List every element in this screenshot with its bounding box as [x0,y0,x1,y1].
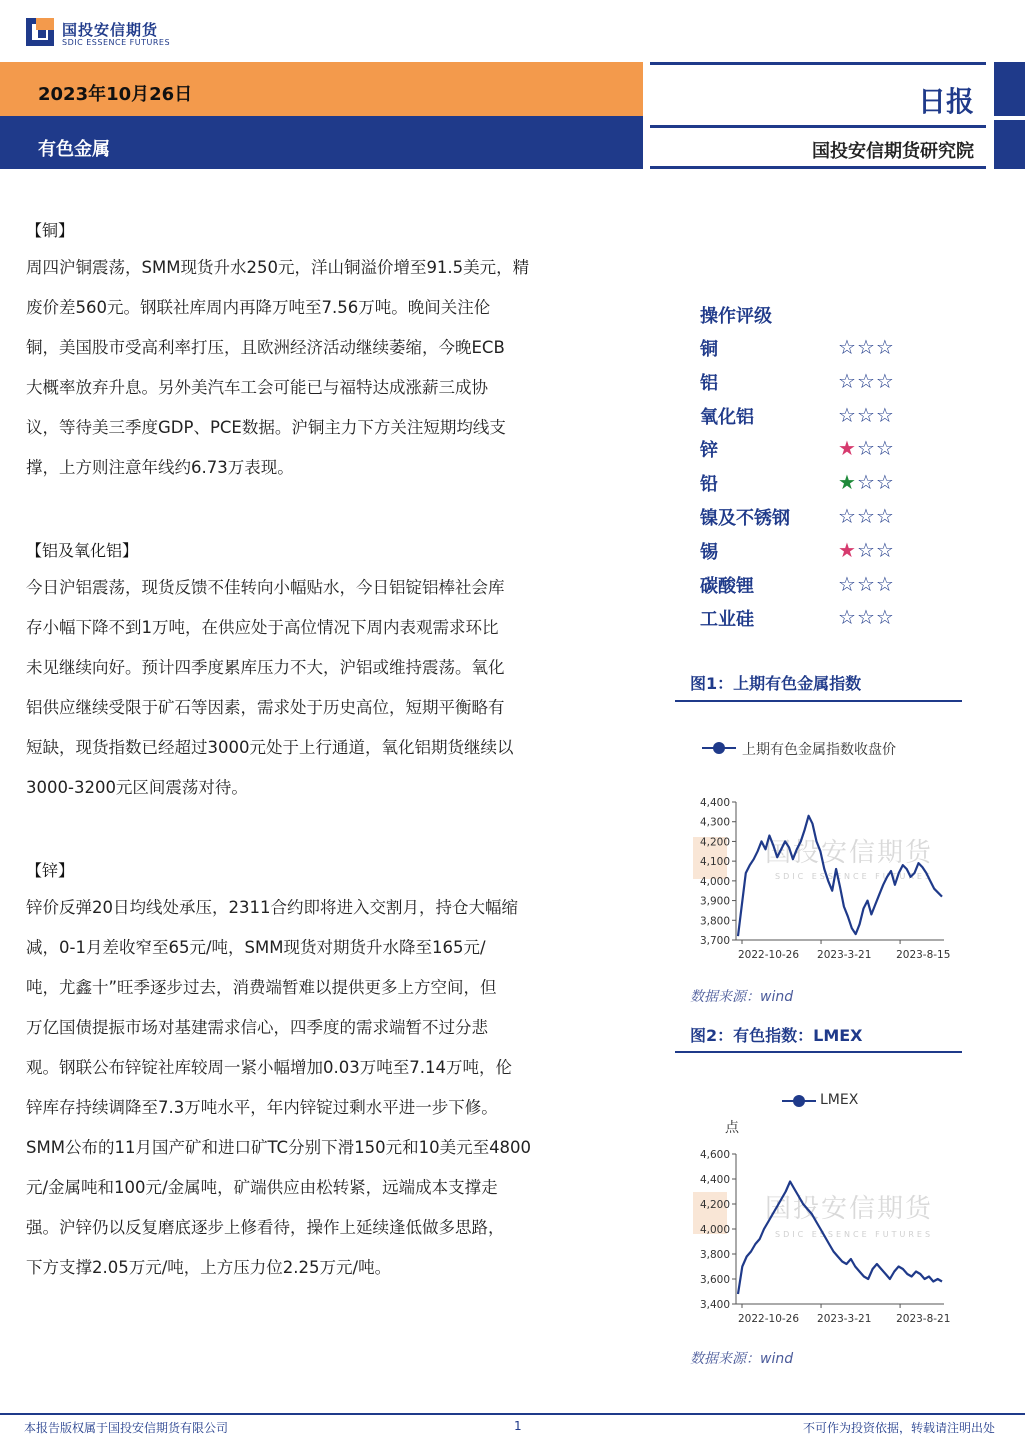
x-tick-label: 2023-8-15 [896,949,951,961]
text-line: 大概率放弃升息。另外美汽车工会可能已与福特达成涨薪三成协 [26,378,488,397]
star-outline-icon: ☆ [875,470,895,495]
y-tick-label: 4,200 [699,1199,730,1211]
star-outline-icon: ☆ [856,470,876,495]
rating-metal-name: 铜 [700,339,718,360]
figure-1-legend [700,737,960,759]
series-line [738,1182,942,1295]
legend-label: 上期有色金属指数收盘价 [742,742,896,758]
star-outline-icon: ☆ [856,537,876,562]
company-logo-mark [26,18,54,46]
star-outline-icon: ☆ [838,368,857,393]
star-outline-icon: ☆ [875,335,895,359]
rating-row [700,605,915,639]
star-filled-icon: ★ [838,470,857,495]
copper-heading: 【铜】 [26,221,75,240]
copper-paragraph [26,248,611,488]
legend-marker [700,737,740,759]
text-line: 下方支撑2.05万元/吨，上方压力位2.25万元/吨。 [26,1258,392,1277]
star-outline-icon: ☆ [856,605,876,630]
star-outline-icon: ☆ [856,335,876,359]
rating-metal-name: 铝 [700,372,718,394]
page-number: 1 [514,1419,522,1433]
text-line: 吨，尤鑫十”旺季逐步过去，消费端暂难以提供更多上方空间，但 [26,978,497,997]
text-line: 锌库存持续调降至7.3万吨水平，年内锌锭过剩水平进一步下修。 [26,1098,498,1117]
y-tick-label: 3,600 [699,1274,730,1286]
rating-row [700,403,915,437]
footer-rule [0,1413,1025,1415]
star-outline-icon: ☆ [875,605,895,630]
series-line [738,816,942,936]
star-outline-icon: ☆ [875,436,895,461]
y-tick-label: 4,600 [699,1149,730,1161]
rating-stars [838,436,895,460]
text-line: 议，等待美三季度GDP、PCE数据。沪铜主力下方关注短期均线支 [26,418,506,437]
figure-2-rule [675,1051,962,1053]
watermark-text: 国投安信期货 [765,1194,934,1224]
rating-metal-name: 镍及不锈钢 [700,508,790,529]
star-outline-icon: ☆ [875,571,895,596]
rating-row [700,538,915,572]
zinc-paragraph [26,888,611,1288]
y-tick-label: 4,000 [699,1224,730,1236]
x-tick-label: 2022-10-26 [738,1313,800,1325]
rating-row [700,436,915,470]
legend-label: LMEX [820,1092,859,1108]
rating-metal-name: 工业硅 [700,609,754,631]
figure-1-chart [690,790,955,970]
rating-row [700,572,915,606]
footer-disclaimer: 不可作为投资依据，转载请注明出处 [802,1421,995,1435]
rating-stars [838,470,895,494]
figure-2-legend [780,1090,900,1112]
star-outline-icon: ☆ [838,504,857,528]
legend-marker [780,1090,820,1112]
watermark-english: SDIC ESSENCE FUTURES [775,872,934,881]
x-tick-label: 2022-10-26 [738,949,800,961]
aluminium-heading: 【铝及氧化铝】 [26,541,139,560]
y-tick-label: 4,100 [699,856,730,869]
star-filled-icon: ★ [838,537,857,562]
rating-metal-name: 锌 [700,440,718,462]
figure-2-source: 数据来源：wind [690,1351,794,1367]
header-rule-middle [650,125,986,128]
watermark-english: SDIC ESSENCE FUTURES [775,1230,934,1239]
report-type: 日报 [917,85,974,118]
y-tick-label: 3,700 [699,935,730,947]
institute-name: 国投安信期货研究院 [812,141,974,162]
footer-copyright: 本报告版权属于国投安信期货有限公司 [24,1421,229,1435]
y-tick-label: 4,000 [699,875,730,888]
rating-stars [838,335,895,359]
star-outline-icon: ☆ [838,605,857,630]
figure-1-rule [675,700,962,702]
rating-metal-name: 氧化铝 [700,406,754,428]
star-outline-icon: ☆ [875,368,895,393]
y-tick-label: 4,200 [699,836,730,849]
text-line: 撑，上方则注意年线约6.73万表现。 [26,458,294,477]
rating-stars [838,605,895,629]
rating-stars [838,369,895,393]
x-tick-label: 2023-8-21 [896,1313,951,1325]
text-line: 今日沪铝震荡，现货反馈不佳转向小幅贴水，今日铝锭铝棒社会库 [26,578,505,597]
star-outline-icon: ☆ [856,402,876,427]
star-outline-icon: ☆ [875,504,895,528]
figure-1-source: 数据来源：wind [690,989,794,1005]
text-line: 铜，美国股市受高利率打压，且欧洲经济活动继续萎缩，今晚ECB [26,338,505,357]
rating-row [700,335,915,369]
rating-stars [838,572,895,596]
text-line: 3000-3200元区间震荡对待。 [26,778,248,797]
company-logo-name: 国投安信期货 [62,21,159,39]
text-line: 元/金属吨和100元/金属吨，矿端供应由松转紧，远端成本支撑走 [26,1178,498,1197]
star-outline-icon: ☆ [875,402,895,427]
y-tick-label: 3,400 [699,1299,730,1311]
rating-title: 操作评级 [700,306,772,327]
star-outline-icon: ☆ [875,537,895,562]
text-line: 未见继续向好。预计四季度累库压力不大，沪铝或维持震荡。氧化 [26,658,505,677]
star-outline-icon: ☆ [838,402,857,427]
rating-metal-name: 碳酸锂 [700,575,754,597]
figure-2-chart [690,1140,955,1330]
text-line: 短缺，现货指数已经超过3000元处于上行通道，氧化铝期货继续以 [26,738,514,757]
corner-block-bottom [994,120,1025,169]
rating-stars [838,403,895,427]
text-line: 存小幅下降不到1万吨，在供应处于高位情况下周内表观需求环比 [26,618,499,637]
text-line: 铝供应继续受限于矿石等因素，需求处于历史高位，短期平衡略有 [26,698,505,717]
figure-2-title: 图2：有色指数：LMEX [690,1026,863,1045]
star-outline-icon: ☆ [838,571,857,596]
company-logo-english: SDIC ESSENCE FUTURES [62,38,171,47]
star-outline-icon: ☆ [856,436,876,461]
star-outline-icon: ☆ [856,571,876,596]
y-axis-unit: 点 [725,1120,739,1136]
report-date: 2023年10月26日 [38,84,193,105]
y-tick-label: 4,400 [699,1174,730,1186]
y-tick-label: 3,900 [699,895,730,908]
text-line: 周四沪铜震荡，SMM现货升水250元，洋山铜溢价增至91.5美元，精 [26,258,530,277]
header-rule-top [650,62,986,65]
rating-stars [838,504,895,528]
rating-row [700,369,915,403]
rating-metal-name: 铅 [700,474,718,496]
y-tick-label: 4,300 [699,816,730,829]
text-line: 废价差560元。钢联社库周内再降万吨至7.56万吨。晚间关注伦 [26,298,491,317]
text-line: 锌价反弹20日均线处承压，2311合约即将进入交割月，持仓大幅缩 [26,898,518,917]
header-rule-bottom [650,166,986,169]
star-outline-icon: ☆ [856,504,876,528]
star-outline-icon: ☆ [856,368,876,393]
text-line: 强。沪锌仍以反复磨底逐步上修看待，操作上延续逢低做多思路， [26,1218,505,1237]
y-tick-label: 4,400 [699,797,730,809]
rating-row [700,504,915,538]
watermark-text: 国投安信期货 [765,838,934,868]
zinc-heading: 【锌】 [26,861,75,880]
x-tick-label: 2023-3-21 [817,1313,872,1325]
star-outline-icon: ☆ [838,335,857,359]
aluminium-paragraph [26,568,611,808]
figure-1-title: 图1：上期有色金属指数 [690,674,862,693]
rating-stars [838,538,895,562]
text-line: SMM公布的11月国产矿和进口矿TC分别下滑150元和10美元至4800 [26,1138,532,1157]
text-line: 万亿国债提振市场对基建需求信心，四季度的需求端暂不过分悲 [26,1018,488,1037]
text-line: 观。钢联公布锌锭社库较周一紧小幅增加0.03万吨至7.14万吨，伦 [26,1058,512,1077]
star-filled-icon: ★ [838,436,857,461]
y-tick-label: 3,800 [699,1249,730,1261]
x-tick-label: 2023-3-21 [817,949,872,961]
rating-metal-name: 锡 [700,541,718,563]
section-title: 有色金属 [38,139,110,160]
y-tick-label: 3,800 [699,915,730,928]
text-line: 减，0-1月差收窄至65元/吨，SMM现货对期货升水降至165元/ [26,938,486,957]
corner-block-top [994,62,1025,116]
rating-row [700,470,915,504]
